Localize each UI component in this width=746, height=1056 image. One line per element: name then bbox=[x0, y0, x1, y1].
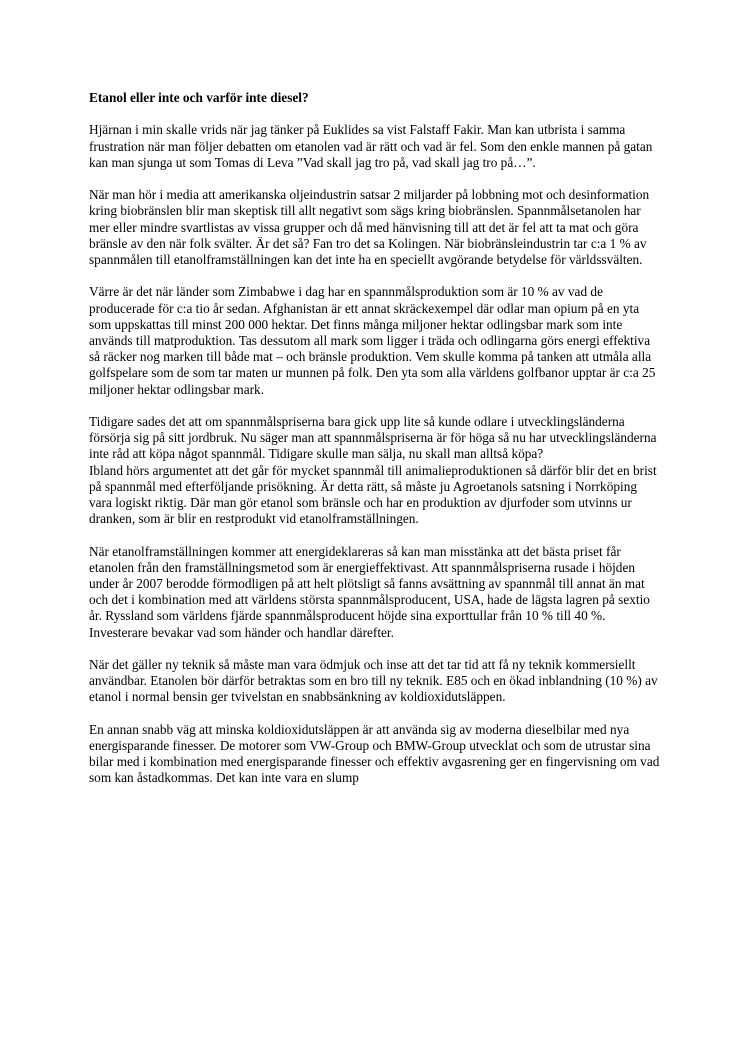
paragraph-2: När man hör i media att amerikanska oljeindustrin satsar 2 miljarder på lobbning mot och desinformation kring biobränslen blir man skeptisk till allt negativt som sägs kring biobränslen. Spannmålsetanolen har mer eller mindre svartlistas av vissa grupper och då med hänvisning till att det är fel att ta mat och göra bränsle av den när folk svälter. Är det så? Fan tro det sa Kolingen. När biobränsleindustrin tar c:a 1 % av spannmålen till etanolframställningen kan det inte ha en speciellt avgörande betydelse för världssvälten. bbox=[89, 187, 650, 267]
paragraph-7: När det gäller ny teknik så måste man vara ödmjuk och inse att det tar tid att få ny teknik kommersiellt användbar. Etanolen bör därför betraktas som en bro till ny teknik. E85 och en ökad inblandning (10 %) av etanol i normal bensin ger tvivelstan en snabbsänkning av koldioxidutsläppen. bbox=[89, 657, 658, 705]
document-body bbox=[89, 90, 661, 803]
paragraph-1: Hjärnan i min skalle vrids när jag tänker på Euklides sa vist Falstaff Fakir. Man kan utbrista i samma frustration när man följer debatten om etanolen vad är rätt och vad är fel. Som den enkle mannen på gatan kan man sjunga ut som Tomas di Leva ”Vad skall jag tro på, vad skall jag tro på…”. bbox=[89, 122, 653, 170]
document-title: Etanol eller inte och varför inte diesel? bbox=[89, 90, 309, 105]
paragraph-4: Tidigare sades det att om spannmålspriserna bara gick upp lite så kunde odlare i utvecklingsländerna försörja sig på sitt jordbruk. Nu säger man att spannmålspriserna är för höga så nu har utvecklingsländerna inte råd att köpa något spannmål. Tidigare skulle man sälja, nu skall man alltså köpa? bbox=[89, 414, 657, 462]
paragraph-5: Ibland hörs argumentet att det går för mycket spannmål till animalieproduktionen så därför blir det en brist på spannmål med efterföljande prisökning. Är detta rätt, så måste ju Agroetanols satsning i Norrköping vara logiskt riktig. Där man gör etanol som bränsle och har en produktion av djurfoder som utvinns ur dranken, som är blir en restprodukt vid etanolframställningen. bbox=[89, 462, 657, 527]
paragraph-3: Värre är det när länder som Zimbabwe i dag har en spannmålsproduktion som är 10 % av vad de producerade för c:a tio år sedan. Afghanistan är ett annat skräckexempel där odlar man opium på en yta som uppskattas till minst 200 000 hektar. Det finns många miljoner hektar odlingsbar mark som inte används till matproduktion. Tas dessutom all mark som ligger i träda och odlingarna görs energi effektiva så räcker nog marken till både mat – och bränsle produktion. Vem skulle komma på tanken att utmåla alla golfspelare som de som tar maten ur munnen på folk. Den yta som alla världens golfbanor upptar är c:a 25 miljoner hektar odlingsbar mark. bbox=[89, 284, 656, 397]
paragraph-8: En annan snabb väg att minska koldioxidutsläppen är att använda sig av moderna dieselbilar med nya energisparande finesser. De motorer som VW-Group och BMW-Group utvecklat och som de utrustar sina bilar med i kombination med energisparande finesser och effektiv avgasrening ger en fingervisning om vad som kan åstadkommas. Det kan inte vara en slump bbox=[89, 721, 660, 786]
paragraph-6: När etanolframställningen kommer att energideklareras så kan man misstänka att det bästa priset får etanolen från den framställningsmetod som är energieffektivast. Att spannmålspriserna rusade i höjden under år 2007 berodde förmodligen på att helt plötsligt så fanns avsättning av spannmål till annat än mat och det i kombination med att världens största spannmålsproducent, USA, hade de lägsta lagren på sextio år. Ryssland som världens fjärde spannmålsproducent höjde sina exporttullar från 10 % till 40 %. Investerare bevakar vad som händer och handlar därefter. bbox=[89, 543, 650, 640]
